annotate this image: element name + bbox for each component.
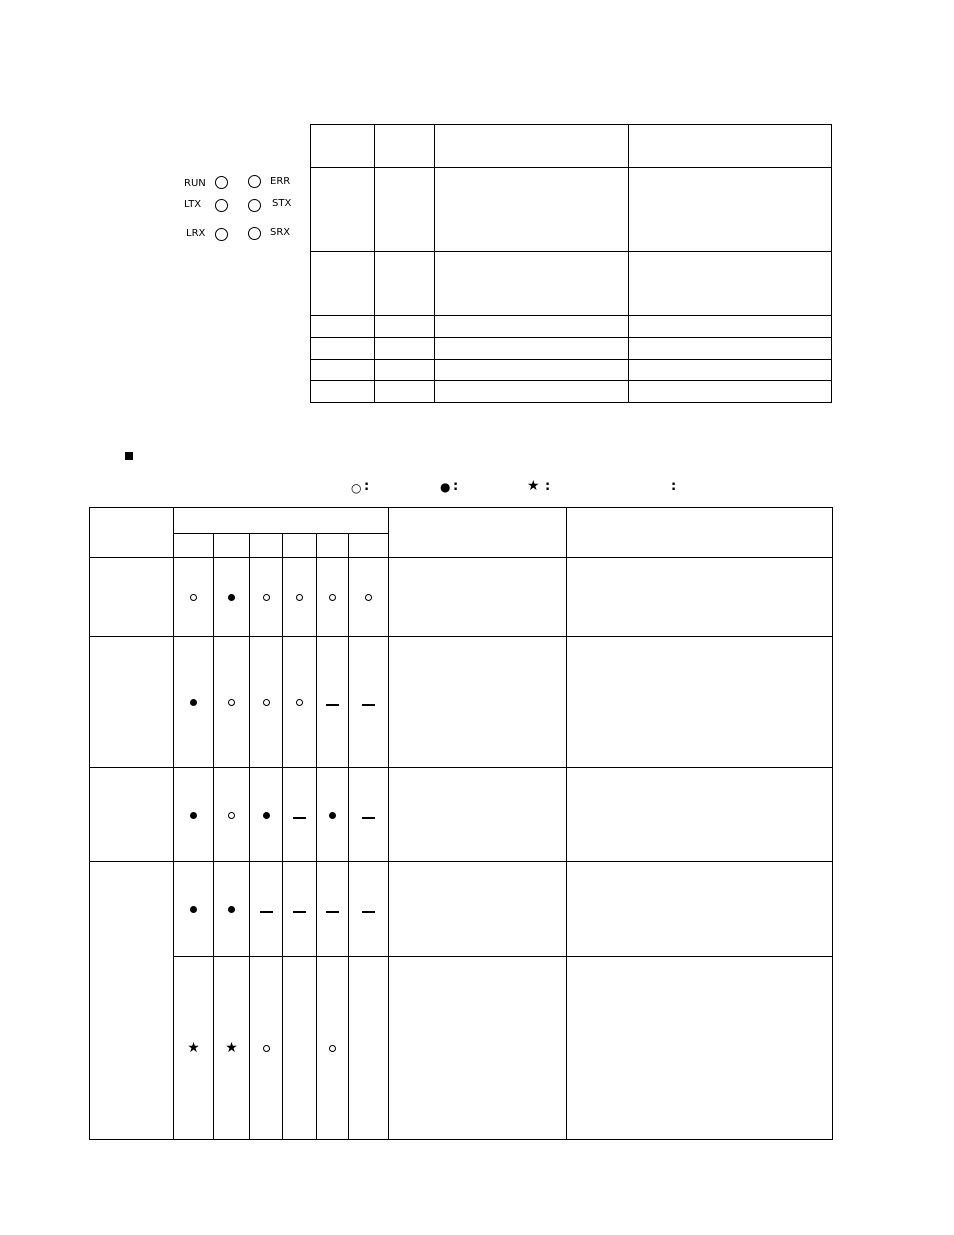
table-cell: [435, 381, 629, 403]
led-state-cell: [250, 637, 283, 768]
led-state-cell: [349, 558, 389, 637]
led-state-cell: [214, 558, 250, 637]
table-row: [311, 125, 832, 168]
led-status-table: [89, 507, 833, 1140]
led-on-icon: [263, 812, 270, 819]
led-on-icon: [190, 812, 197, 819]
led-state-cell: [174, 768, 214, 862]
led-state-cell: [283, 558, 317, 637]
led-off-icon: [190, 594, 197, 601]
led-off-icon: [329, 1045, 336, 1052]
led-state-cell: [349, 768, 389, 862]
table-cell: [629, 381, 832, 403]
table-cell: [435, 338, 629, 360]
led-stx-indicator: [248, 199, 261, 212]
led-state-cell: [250, 768, 283, 862]
legend-separator: :: [545, 479, 551, 494]
table-cell: [375, 252, 435, 316]
table-cell: [567, 768, 833, 862]
table-cell: [629, 252, 832, 316]
led-blink-icon: ★: [187, 1040, 200, 1056]
section-bullet-icon: [125, 452, 133, 460]
table-row: [90, 957, 833, 1140]
table-cell: [389, 558, 567, 637]
led-label-lrx: LRX: [186, 228, 206, 239]
table-row: [90, 768, 833, 862]
led-on-icon: [329, 812, 336, 819]
led-dash-icon: [326, 704, 339, 706]
table-cell: [389, 768, 567, 862]
led-state-cell: [214, 957, 250, 1140]
legend-separator: :: [364, 479, 370, 494]
table-header-cell: [317, 534, 349, 558]
table-cell: [389, 957, 567, 1140]
led-state-cell: [214, 862, 250, 957]
led-lrx-indicator: [215, 228, 228, 241]
led-state-cell: [317, 558, 349, 637]
table-header-cell: [389, 508, 567, 558]
led-srx-indicator: [248, 227, 261, 240]
led-off-icon: [263, 594, 270, 601]
led-err-indicator: [248, 175, 261, 188]
table-cell: [629, 338, 832, 360]
led-dash-icon: [326, 911, 339, 913]
table-cell: [311, 316, 375, 338]
led-off-icon: [263, 1045, 270, 1052]
legend-separator: :: [453, 479, 459, 494]
table-cell: [435, 168, 629, 252]
led-state-cell: [250, 862, 283, 957]
led-on-icon: [228, 594, 235, 601]
table-row: [311, 252, 832, 316]
table-cell: [375, 338, 435, 360]
table-header-cell: [250, 534, 283, 558]
led-ltx-indicator: [215, 199, 228, 212]
table-row: [90, 637, 833, 768]
table-cell: [435, 360, 629, 381]
led-state-cell: [214, 637, 250, 768]
led-off-icon: [365, 594, 372, 601]
legend-off-icon: ○: [351, 481, 362, 495]
led-dash-icon: [362, 817, 375, 819]
led-label-err: ERR: [270, 176, 291, 187]
led-on-icon: [228, 906, 235, 913]
table-cell: [311, 338, 375, 360]
led-on-icon: [190, 699, 197, 706]
table-row: [311, 168, 832, 252]
led-run-indicator: [215, 176, 228, 189]
table-cell: [629, 360, 832, 381]
led-dash-icon: [362, 704, 375, 706]
table-cell: [567, 957, 833, 1140]
led-off-icon: [228, 699, 235, 706]
led-label-srx: SRX: [270, 227, 291, 238]
table-row: [311, 381, 832, 403]
led-state-cell: [174, 558, 214, 637]
led-state-cell: [283, 957, 317, 1140]
led-state-cell: [174, 862, 214, 957]
table-cell: [90, 768, 174, 862]
led-state-cell: [317, 862, 349, 957]
led-state-cell: [174, 637, 214, 768]
led-dash-icon: [362, 911, 375, 913]
table-cell: [435, 316, 629, 338]
table-header-cell: [174, 508, 389, 534]
table-row: [311, 316, 832, 338]
led-on-icon: [190, 906, 197, 913]
table-header-row: [90, 508, 833, 534]
table-cell: [389, 637, 567, 768]
table-cell: [375, 381, 435, 403]
table-cell: [435, 252, 629, 316]
legend-blink-icon: ★: [527, 478, 540, 494]
table-cell: [567, 558, 833, 637]
legend-on-icon: ●: [440, 480, 451, 494]
led-state-cell: [317, 957, 349, 1140]
table-cell: [375, 168, 435, 252]
table-cell: [629, 316, 832, 338]
table-cell: [567, 637, 833, 768]
led-off-icon: [228, 812, 235, 819]
led-state-cell: [214, 768, 250, 862]
table-header-cell: [174, 534, 214, 558]
table-row: [311, 338, 832, 360]
table-cell: [375, 125, 435, 168]
table-cell: [311, 360, 375, 381]
table-header-cell: [214, 534, 250, 558]
led-label-ltx: LTX: [184, 199, 202, 210]
led-state-cell: [283, 862, 317, 957]
table-header-cell: [283, 534, 317, 558]
led-label-run: RUN: [184, 178, 206, 189]
led-state-cell: [283, 768, 317, 862]
legend-separator: :: [671, 479, 677, 494]
led-state-cell: [250, 957, 283, 1140]
table-cell: [389, 862, 567, 957]
table-header-cell: [349, 534, 389, 558]
led-state-cell: [317, 768, 349, 862]
led-label-stx: STX: [272, 198, 292, 209]
led-off-icon: [263, 699, 270, 706]
led-off-icon: [329, 594, 336, 601]
led-off-icon: [296, 594, 303, 601]
table-cell: [90, 862, 174, 1140]
led-state-cell: [283, 637, 317, 768]
table-cell: [435, 125, 629, 168]
led-state-cell: [250, 558, 283, 637]
led-dash-icon: [293, 817, 306, 819]
led-dash-icon: [293, 911, 306, 913]
table-row: [90, 862, 833, 957]
table-cell: [629, 168, 832, 252]
led-state-cell: [349, 957, 389, 1140]
table-cell: [90, 558, 174, 637]
led-description-table: [310, 124, 832, 403]
table-cell: [375, 360, 435, 381]
led-blink-icon: ★: [225, 1040, 238, 1056]
table-cell: [567, 862, 833, 957]
led-off-icon: [296, 699, 303, 706]
led-state-cell: [349, 637, 389, 768]
led-state-cell: [349, 862, 389, 957]
table-cell: [311, 125, 375, 168]
table-cell: [629, 125, 832, 168]
table-header-cell: [90, 508, 174, 558]
table-cell: [90, 637, 174, 768]
table-header-cell: [567, 508, 833, 558]
led-state-cell: [174, 957, 214, 1140]
table-row: [90, 558, 833, 637]
table-cell: [311, 381, 375, 403]
led-state-cell: [317, 637, 349, 768]
table-cell: [311, 252, 375, 316]
table-cell: [311, 168, 375, 252]
led-dash-icon: [260, 911, 273, 913]
table-row: [311, 360, 832, 381]
table-cell: [375, 316, 435, 338]
